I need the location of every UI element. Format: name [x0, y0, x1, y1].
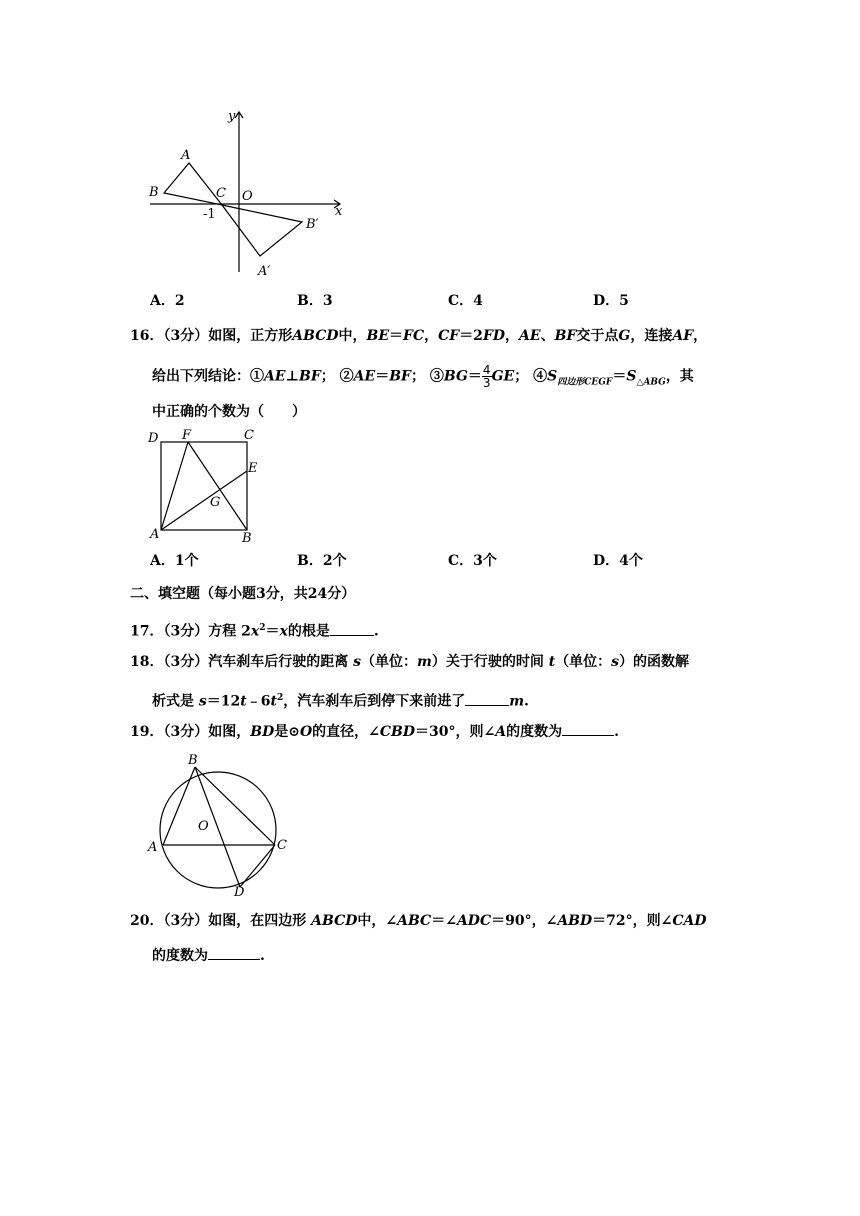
q20-text: ＝∠: [431, 913, 457, 929]
q16-option-b[interactable]: B．2个: [297, 553, 347, 569]
q16-var: S: [547, 368, 558, 385]
q16-text: ＝: [467, 368, 482, 385]
q16-text: ，其: [665, 368, 694, 385]
q17-text: 的根是: [287, 623, 330, 640]
q20-answer-blank[interactable]: [208, 945, 260, 960]
point-C-label: C: [277, 838, 287, 853]
tick-minus1-label: -1: [203, 207, 216, 222]
q18-text: ）的函数解: [619, 654, 690, 670]
q20-text: 的度数为: [152, 948, 208, 964]
q19-answer-blank[interactable]: [562, 721, 614, 736]
q18-text: 汽车刹车后行驶的距离: [208, 654, 354, 670]
q16-var: ABCD: [292, 328, 339, 344]
fraction-numerator: 4: [482, 363, 491, 377]
q18-answer-blank[interactable]: [465, 691, 509, 706]
point-F-label: F: [182, 428, 192, 443]
q19-circle-figure: [140, 750, 300, 900]
q17-text: ＝: [265, 623, 280, 640]
q17-text: 方程 2: [208, 623, 251, 640]
point-B-label: B: [188, 753, 198, 768]
q17-score: （3分）: [163, 623, 209, 640]
q16-line3: 中正确的个数为（ ）: [152, 404, 306, 420]
q16-text: 交于点: [576, 328, 619, 344]
q18-var: t: [240, 693, 247, 710]
axis-x-label: x: [335, 204, 343, 219]
q17-text: .: [373, 623, 379, 640]
q18-var: m: [417, 654, 432, 670]
q16-fraction: [482, 364, 492, 389]
q16-text: 给出下列结论：①: [152, 368, 264, 385]
q17-var: x: [279, 623, 288, 640]
axis-y-label: y: [228, 109, 236, 124]
point-D-label: D: [148, 431, 159, 446]
q16-var: BG: [443, 368, 468, 385]
point-E-label: E: [248, 461, 258, 476]
q16-text: 如图，正方形: [208, 328, 293, 344]
q16-text: ＝: [612, 368, 627, 385]
q16-number: 16．: [130, 328, 164, 344]
q16-var: AE: [264, 368, 286, 385]
q17-var: x: [250, 623, 260, 640]
q16-score: （3分）: [163, 328, 209, 344]
q16-var: FC: [403, 328, 425, 344]
q19-text: .: [614, 724, 619, 740]
q16-text: ； ③: [410, 368, 444, 385]
point-B-label: B: [149, 185, 159, 200]
q16-text: ； ④: [514, 368, 548, 385]
q18-text: ，汽车刹车后到停下来前进了: [283, 693, 466, 710]
q16-var: BF: [554, 328, 577, 344]
q18-text: .: [524, 693, 529, 710]
q18-text: ＝12: [206, 693, 241, 710]
q16-var: BE: [366, 328, 389, 344]
q20-line1: [130, 911, 707, 931]
q16-var: BF: [389, 368, 411, 385]
q18-var: s: [198, 693, 207, 710]
q18-text: （单位：: [555, 654, 612, 670]
q18-line2: [152, 688, 529, 712]
q16-square-figure: [140, 424, 270, 548]
fraction-denominator: 3: [482, 376, 491, 390]
point-A-label: A: [150, 527, 160, 542]
q18-var: s: [611, 654, 620, 670]
q17-exponent: 2: [259, 623, 266, 633]
q16-option-c[interactable]: C．3个: [448, 553, 497, 569]
q16-text: 中，: [338, 328, 367, 344]
q15-option-b[interactable]: B．3: [297, 293, 333, 309]
q19-text: ＝30°，则∠: [415, 724, 496, 740]
q16-subscript: 四边形CEGF: [557, 377, 613, 388]
q16-var: AE: [519, 328, 541, 344]
q19-var: CBD: [379, 724, 416, 740]
q18-exponent: 2: [276, 693, 284, 703]
q19-var: A: [495, 724, 507, 740]
q18-var: t: [548, 654, 556, 670]
q18-number: 18．: [130, 654, 164, 670]
point-C-label: C: [216, 186, 226, 201]
q16-text: ，: [505, 328, 520, 344]
q16-var: BF: [299, 368, 321, 385]
q19-text: 是⊙: [274, 724, 300, 740]
q17-answer-blank[interactable]: [330, 621, 374, 636]
section-heading: 二、填空题（每小题3分，共24分）: [130, 586, 356, 602]
q20-number: 20．: [130, 913, 164, 929]
q16-text: ，: [424, 328, 439, 344]
q18-var: t: [270, 693, 277, 710]
q19-text: 的直径，∠: [312, 724, 380, 740]
q15-option-a[interactable]: A．2: [150, 293, 185, 309]
q16-text: ，: [693, 328, 708, 344]
q16-var: GE: [491, 368, 515, 385]
q20-text: 如图，在四边形: [208, 913, 312, 929]
q16-var: AE: [353, 368, 376, 385]
point-Bp-label: B′: [306, 217, 319, 232]
q16-text: ＝: [389, 328, 403, 344]
q18-text: （单位：: [361, 654, 417, 670]
q16-text: ⊥: [285, 368, 299, 385]
q18-score: （3分）: [163, 654, 209, 670]
q20-var: ABC: [397, 913, 432, 929]
q16-text: ＝: [375, 368, 390, 385]
q18-text: ）关于行驶的时间: [431, 654, 549, 670]
q16-var: FD: [482, 328, 506, 344]
q16-var: S: [626, 368, 637, 385]
point-D-label: D: [234, 885, 245, 900]
point-A-label: A: [181, 148, 191, 163]
origin-O-label: O: [242, 189, 253, 204]
q19-text: 如图，: [208, 724, 251, 740]
q20-line2: [152, 945, 265, 966]
q20-text: ＝90°，∠: [491, 913, 558, 929]
q20-var: ADC: [456, 913, 492, 929]
q16-text: ； ②: [320, 368, 354, 385]
q16-var: CF: [438, 328, 460, 344]
q16-text: ，连接: [630, 328, 673, 344]
q16-option-a[interactable]: A．1个: [150, 553, 199, 569]
q16-option-d[interactable]: D．4个: [593, 553, 643, 569]
q15-option-c[interactable]: C．4: [448, 293, 483, 309]
q16-var: G: [618, 328, 631, 344]
q19-var: BD: [250, 724, 275, 740]
q17-number: 17．: [130, 623, 164, 640]
q20-text: ＝72°，则∠: [592, 913, 673, 929]
q20-score: （3分）: [163, 913, 209, 929]
point-C-label: C: [244, 428, 254, 443]
q17-line: [130, 618, 379, 642]
q18-text: ﹣6: [246, 693, 271, 710]
center-O-label: O: [198, 819, 209, 834]
point-A-label: A: [148, 840, 158, 855]
q20-var: CAD: [672, 913, 707, 929]
q20-var: ABD: [557, 913, 593, 929]
q20-text: 中，∠: [357, 913, 398, 929]
point-Ap-label: A′: [258, 264, 271, 279]
q16-text: ＝2: [459, 328, 483, 344]
q15-coordinate-figure: [140, 104, 360, 284]
q16-line1: [130, 326, 707, 346]
q16-subscript: △ABG: [636, 377, 666, 388]
q19-number: 19．: [130, 724, 164, 740]
q18-text: 析式是: [152, 693, 199, 710]
q19-line: [130, 721, 619, 742]
q15-option-d[interactable]: D．5: [593, 293, 629, 309]
q18-unit: m: [509, 693, 525, 710]
q20-text: .: [260, 948, 265, 964]
q20-var: ABCD: [311, 913, 358, 929]
q16-var: AF: [672, 328, 694, 344]
q19-score: （3分）: [163, 724, 209, 740]
q16-text: 、: [540, 328, 555, 344]
point-B-label: B: [242, 531, 252, 546]
q16-line2: [152, 364, 694, 392]
point-G-label: G: [210, 495, 221, 510]
q19-text: 的度数为: [506, 724, 563, 740]
q19-var: O: [299, 724, 313, 740]
q18-var: s: [353, 654, 361, 670]
q18-line1: [130, 652, 689, 672]
